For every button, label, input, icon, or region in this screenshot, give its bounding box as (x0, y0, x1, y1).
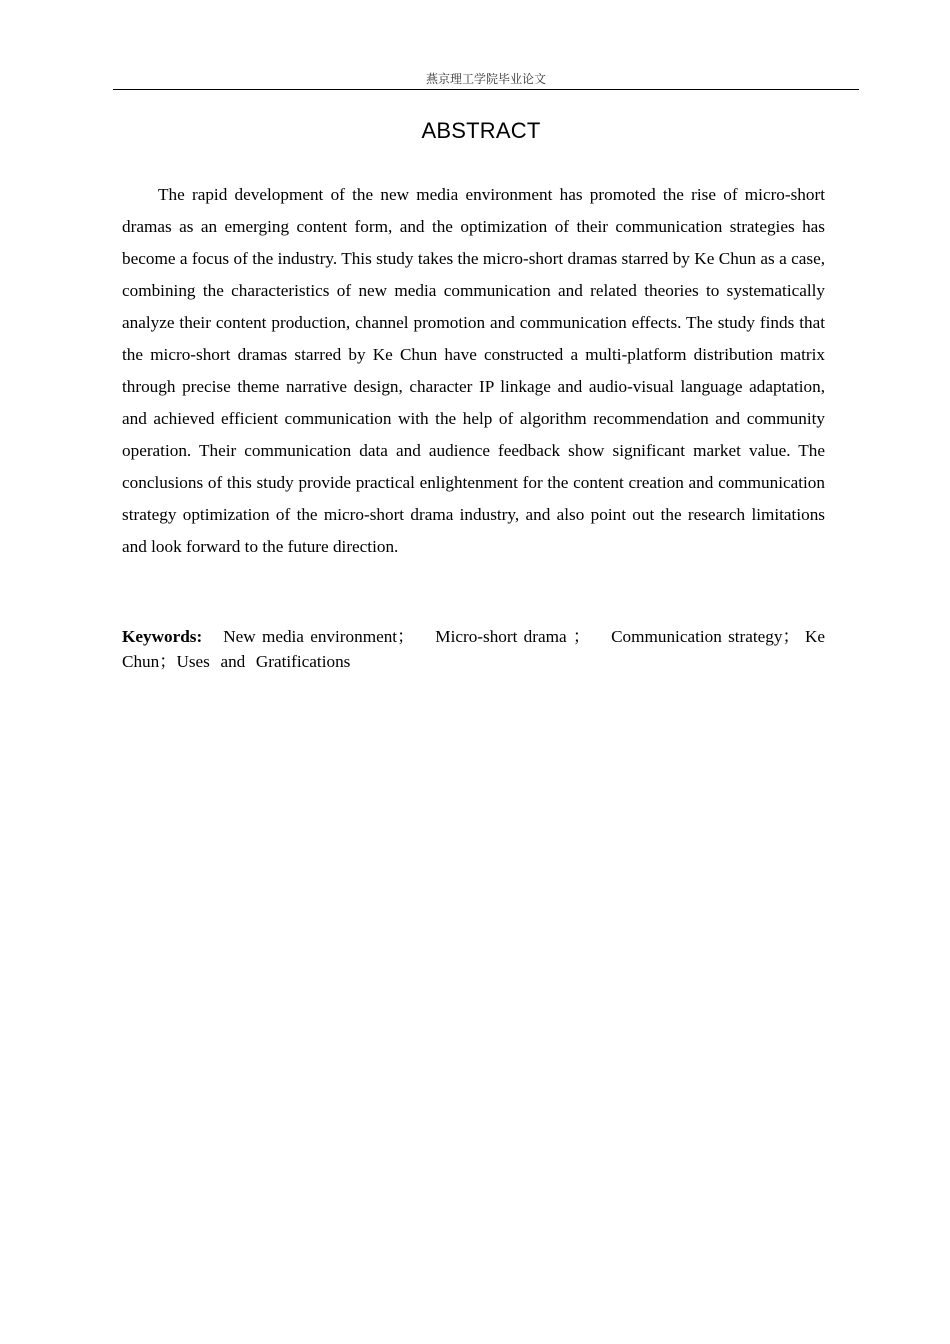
keyword-item: Communication strategy； (611, 627, 800, 646)
keywords-line (122, 624, 825, 674)
keyword-item: Uses and Gratifications (176, 652, 351, 671)
keywords-label: Keywords: (122, 627, 203, 646)
abstract-body: The rapid development of the new media environment has promoted the rise of micro-short dramas as an emerging content form, and the optimization of their communication strategies has become a focus of the industry. This study takes the micro-short dramas starred by Ke Chun as a case, combining the characteristics of new media communication and related theories to systematically analyze their content production, channel promotion and communication effects. The study finds that the micro-short dramas starred by Ke Chun have constructed a multi-platform distribution matrix through precise theme narrative design, character IP linkage and audio-visual language adaptation, and achieved efficient communication with the help of algorithm recommendation and community operation. Their communication data and audience feedback show significant market value. The conclusions of this study provide practical enlightenment for the content creation and communication strategy optimization of the micro-short drama industry, and also point out the research limitations and look forward to the future direction. (122, 185, 825, 556)
keyword-item: Ke Chun； (122, 627, 825, 671)
keyword-item: New media environment； (223, 627, 415, 646)
abstract-title: ABSTRACT (421, 118, 541, 143)
page-header (113, 70, 859, 90)
keyword-item: Micro-short drama ； (435, 627, 591, 646)
header-institution-line: 燕京理工学院毕业论文 (425, 72, 546, 86)
